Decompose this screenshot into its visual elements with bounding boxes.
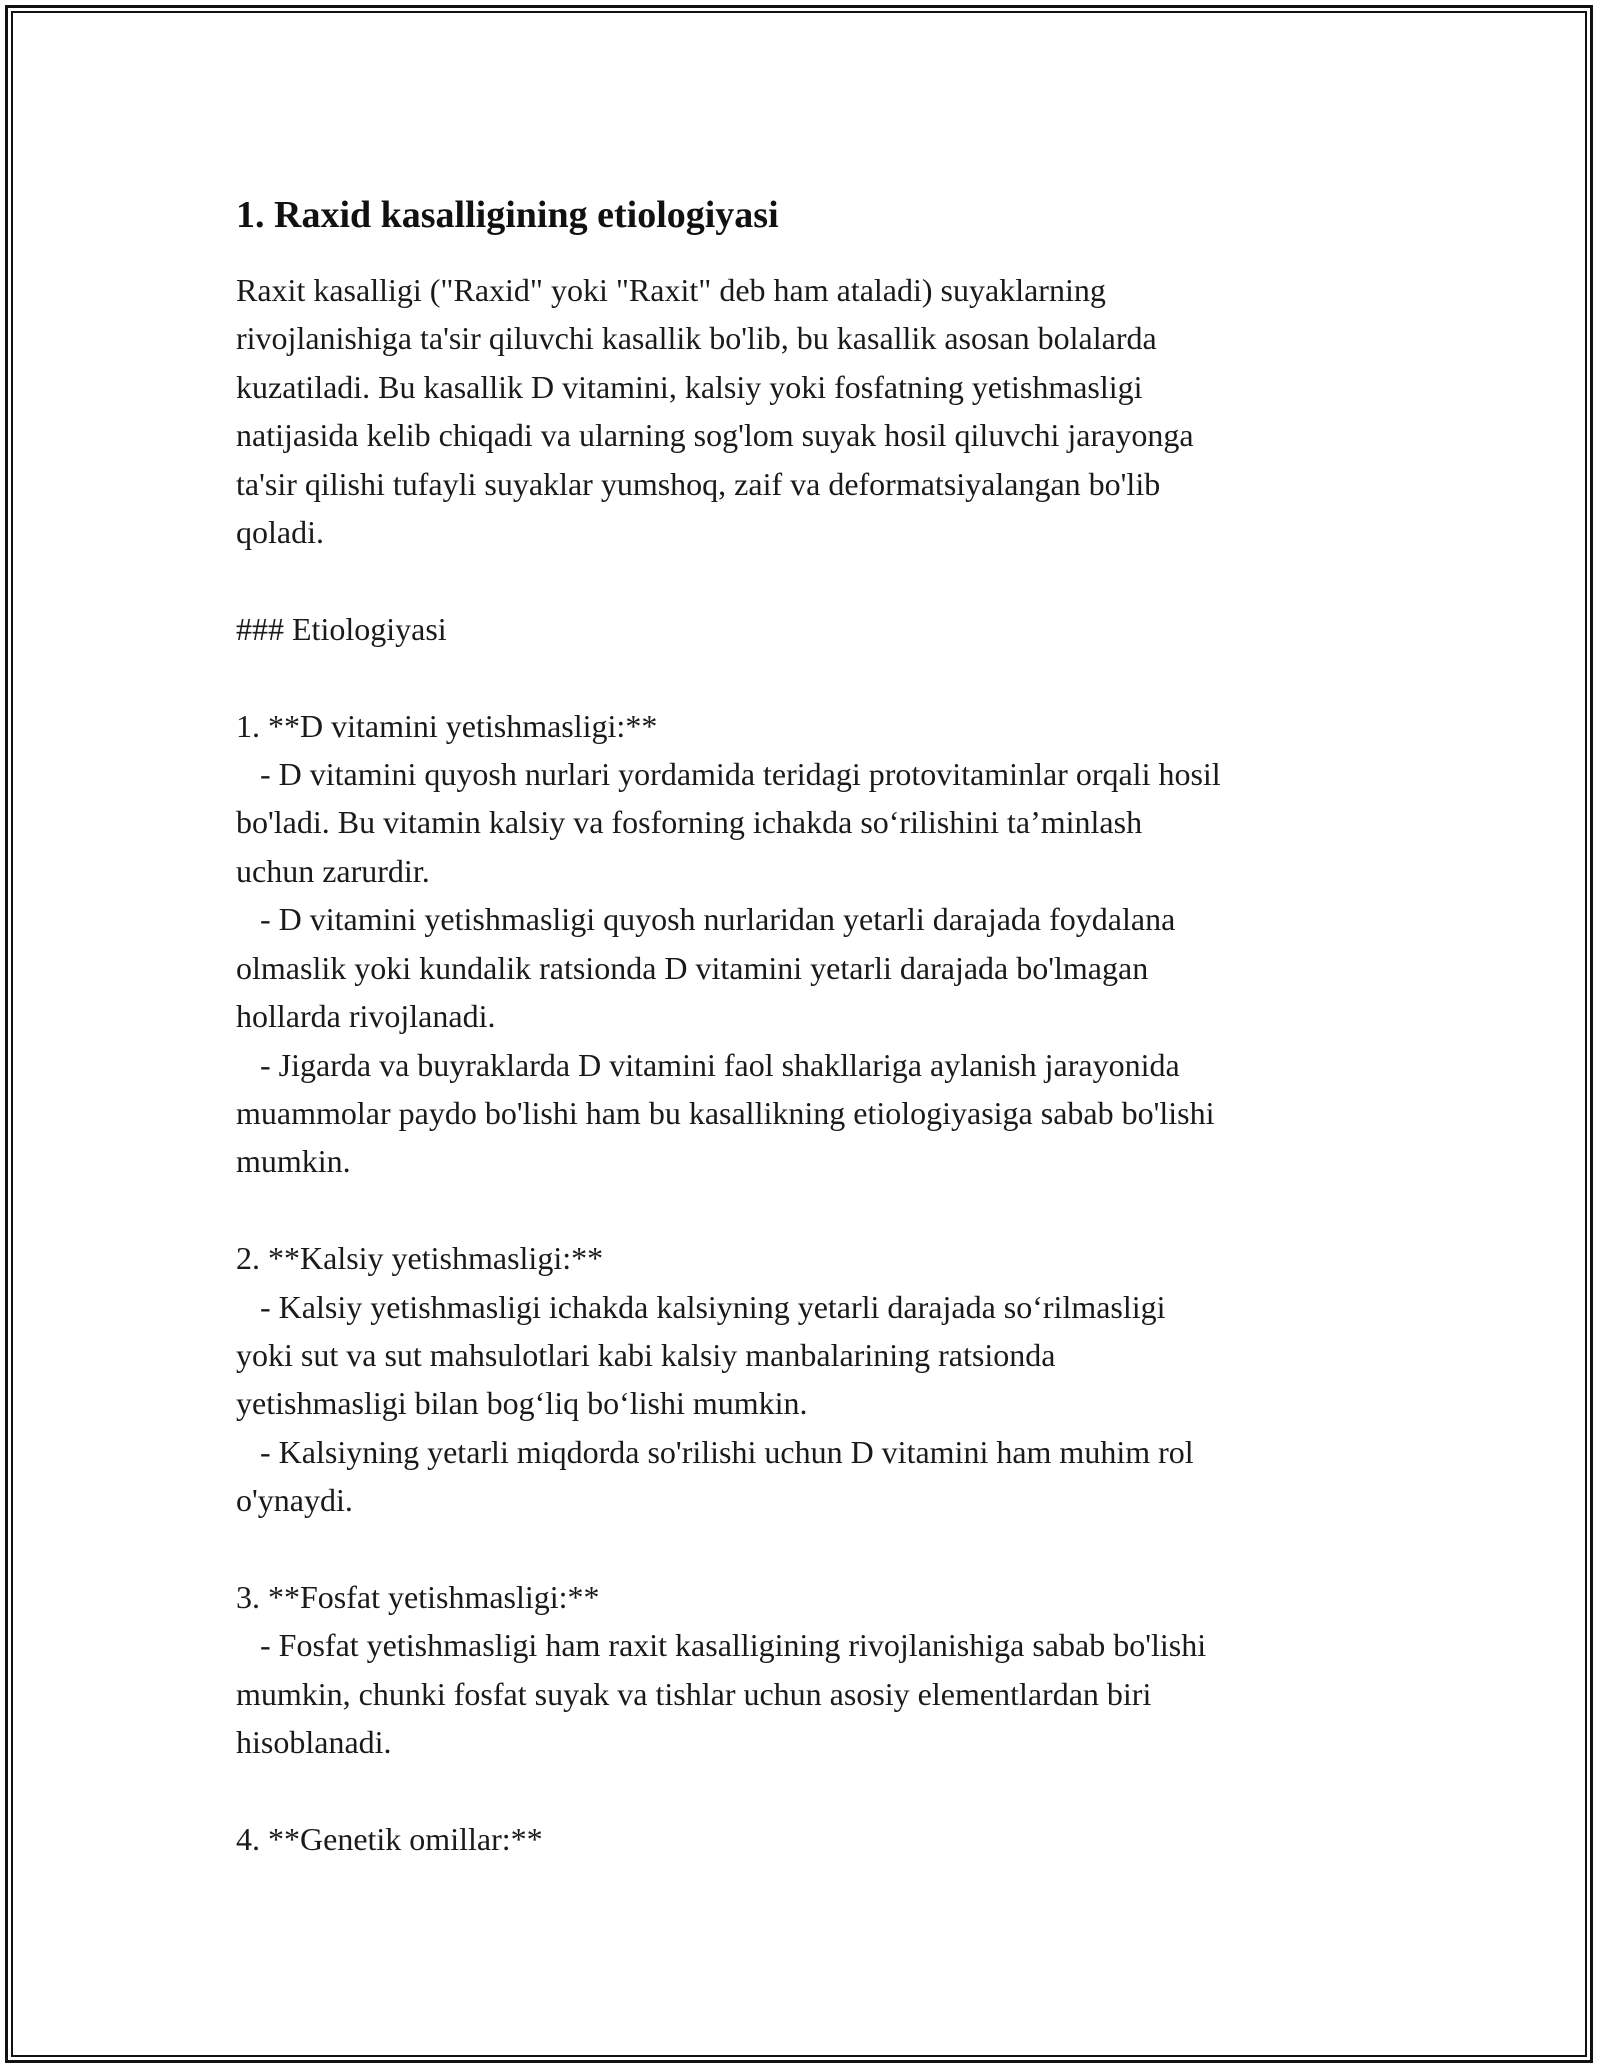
document-title: 1. Raxid kasalligining etiologiyasi [236, 194, 779, 236]
document-body: Raxit kasalligi ("Raxid" yoki "Raxit" deb ham ataladi) suyaklarning rivojlanishiga ta'sir qiluvchi kasallik bo'lib, bu kasallik asosan bolalarda kuzatiladi. Bu kasallik D vitamini, kalsiy yoki fosfatning yetishmasligi natijasida kelib chiqadi va ularning sog'lom suyak hosil qiluvchi jarayonga ta'sir qilishi tufayli suyaklar yumshoq, zaif va deformatsiyalangan bo'lib qoladi. ### Etiologiyasi 1. **D vitamini yetishmasligi:** - D vitamini quyosh nurlari yordamida teridagi protovitaminlar orqali hosil bo'ladi. Bu vitamin kalsiy va fosforning ichakda so‘rilishini ta’minlash uchun zarurdir. - D vitamini yetishmasligi quyosh nurlaridan yetarli darajada foydalana olmaslik yoki kundalik ratsionda D vitamini yetarli darajada bo'lmagan hollarda rivojlanadi. - Jigarda va buyraklarda D vitamini faol shakllariga aylanish jarayonida muammolar paydo bo'lishi ham bu kasallikning etiologiyasiga sabab bo'lishi mumkin. 2. **Kalsiy yetishmasligi:** - Kalsiy yetishmasligi ichakda kalsiyning yetarli darajada so‘rilmasligi yoki sut va sut mahsulotlari kabi kalsiy manbalarining ratsionda yetishmasligi bilan bog‘liq bo‘lishi mumkin. - Kalsiyning yetarli miqdorda so'rilishi uchun D vitamini ham muhim rol o'ynaydi. 3. **Fosfat yetishmasligi:** - Fosfat yetishmasligi ham raxit kasalligining rivojlanishiga sabab bo'lishi mumkin, chunki fosfat suyak va tishlar uchun asosiy elementlardan biri hisoblanadi. 4. **Genetik omillar:** [236, 272, 1221, 1857]
document-page [236, 186, 1386, 1863]
